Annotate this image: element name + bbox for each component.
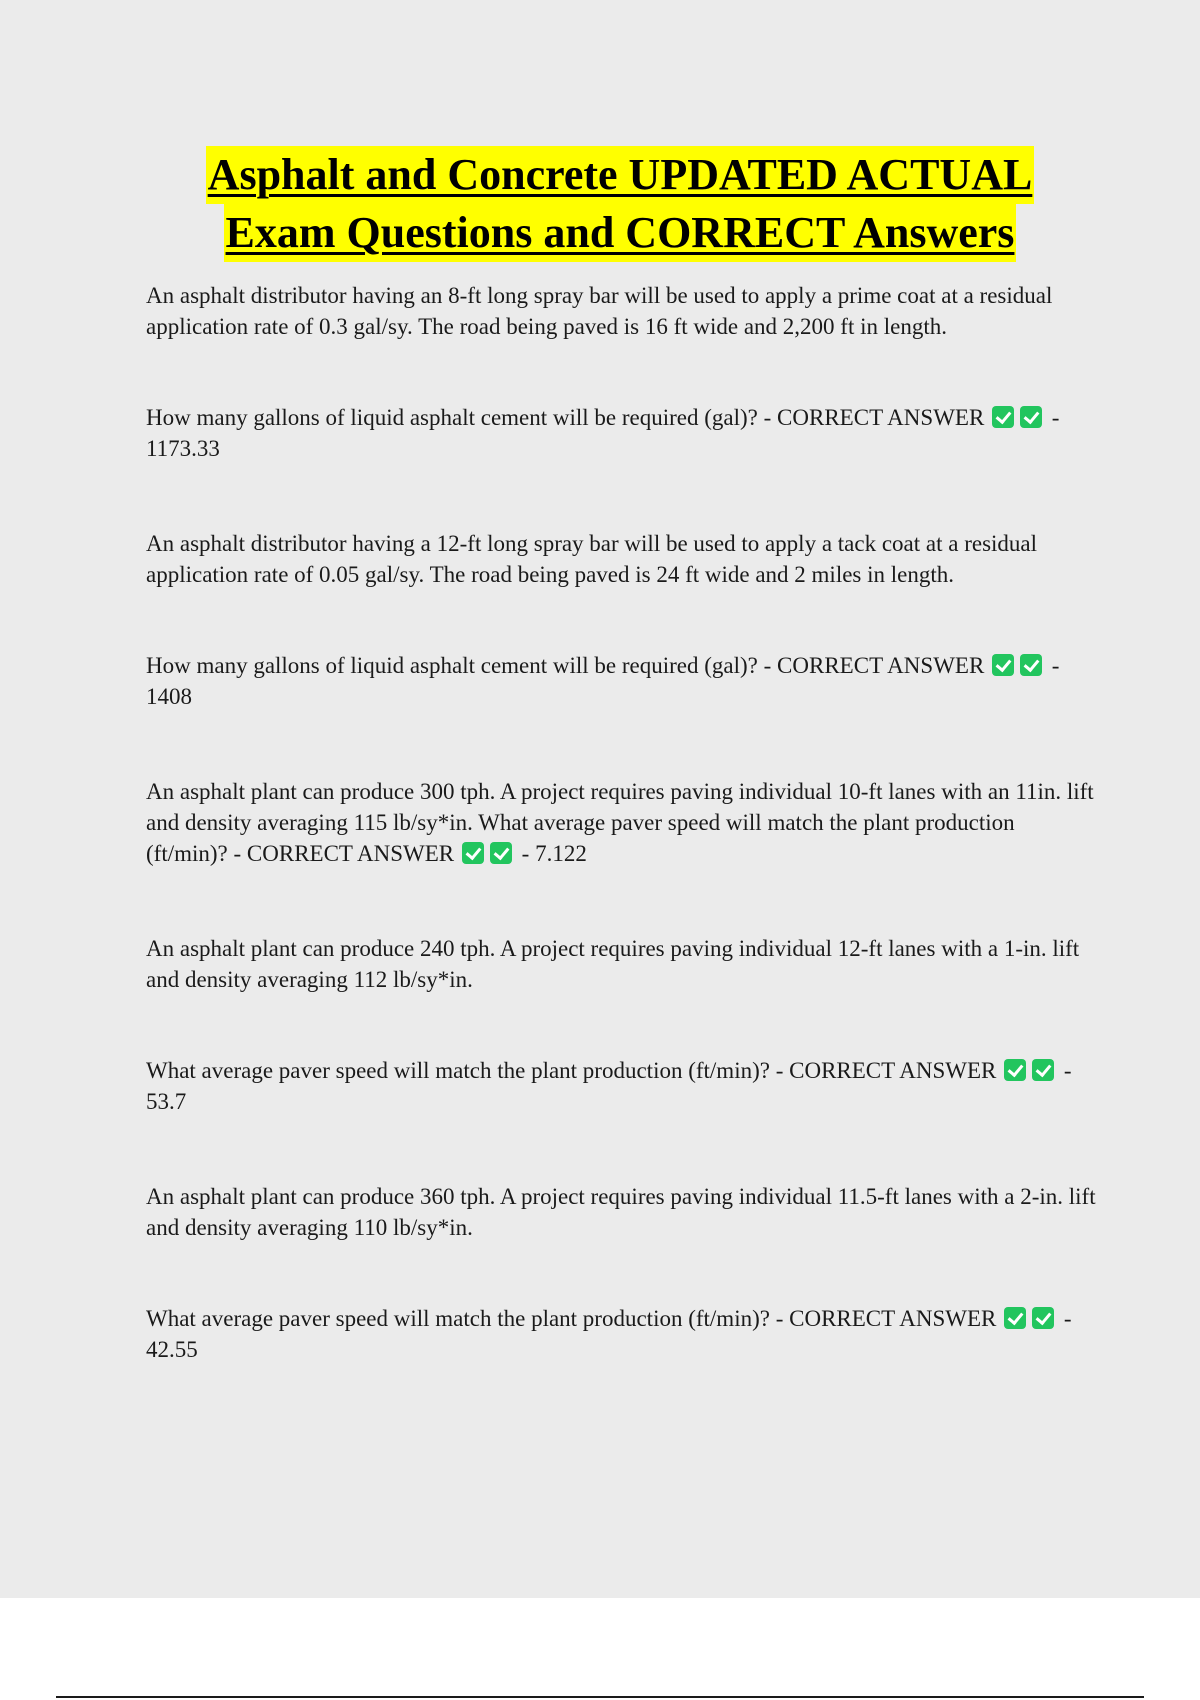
answer-value: - 1173.33 xyxy=(146,405,1060,461)
document-title xyxy=(0,146,1200,262)
check-box-icon xyxy=(992,654,1014,676)
answer-value: - 7.122 xyxy=(521,841,587,866)
question-answer-pair xyxy=(146,402,1096,464)
check-box-icon xyxy=(1020,406,1042,428)
question-answer-pair xyxy=(146,1055,1096,1117)
check-box-icon xyxy=(1004,1059,1026,1081)
title-line-2: Exam Questions and CORRECT Answers xyxy=(224,204,1017,262)
check-box-icon xyxy=(462,842,484,864)
question-context: An asphalt plant can produce 360 tph. A project requires paving individual 11.5-ft lanes with a 2-in. lift and density averaging 110 lb/sy*in. xyxy=(146,1184,1096,1240)
title-line-1: Asphalt and Concrete UPDATED ACTUAL xyxy=(206,146,1035,204)
answer-value: - 53.7 xyxy=(146,1058,1072,1114)
question-context: An asphalt distributor having a 12-ft long spray bar will be used to apply a tack coat at a residual application rate of 0.05 gal/sy. The road being paved is 24 ft wide and 2 miles in length. xyxy=(146,531,1038,587)
check-box-icon xyxy=(992,406,1014,428)
document-body xyxy=(146,280,1096,1365)
check-box-icon xyxy=(1032,1307,1054,1329)
question-text: How many gallons of liquid asphalt cement will be required (gal)? - CORRECT ANSWER xyxy=(146,653,985,678)
check-box-icon xyxy=(490,842,512,864)
answer-value: - 1408 xyxy=(146,653,1060,709)
footer-rule xyxy=(56,1696,1144,1698)
question-text: What average paver speed will match the plant production (ft/min)? - CORRECT ANSWER xyxy=(146,1058,997,1083)
question-context: An asphalt plant can produce 240 tph. A project requires paving individual 12-ft lanes with a 1-in. lift and density averaging 112 lb/sy*in. xyxy=(146,936,1080,992)
check-box-icon xyxy=(1020,654,1042,676)
question-answer-pair xyxy=(146,776,1096,869)
check-box-icon xyxy=(1032,1059,1054,1081)
page-bottom-margin xyxy=(0,1598,1200,1700)
question-text: How many gallons of liquid asphalt cement will be required (gal)? - CORRECT ANSWER xyxy=(146,405,985,430)
question-text: What average paver speed will match the plant production (ft/min)? - CORRECT ANSWER xyxy=(146,1306,997,1331)
question-answer-pair xyxy=(146,1303,1096,1365)
answer-value: - 42.55 xyxy=(146,1306,1072,1362)
check-box-icon xyxy=(1004,1307,1026,1329)
question-answer-pair xyxy=(146,650,1096,712)
question-context: An asphalt distributor having an 8-ft long spray bar will be used to apply a prime coat at a residual application rate of 0.3 gal/sy. The road being paved is 16 ft wide and 2,200 ft in length. xyxy=(146,283,1053,339)
question-text: An asphalt plant can produce 300 tph. A project requires paving individual 10-ft lanes with an 11in. lift and density averaging 115 lb/sy*in. What average paver speed will match the plant production (ft/min)? - CORRECT ANSWER xyxy=(146,779,1094,866)
